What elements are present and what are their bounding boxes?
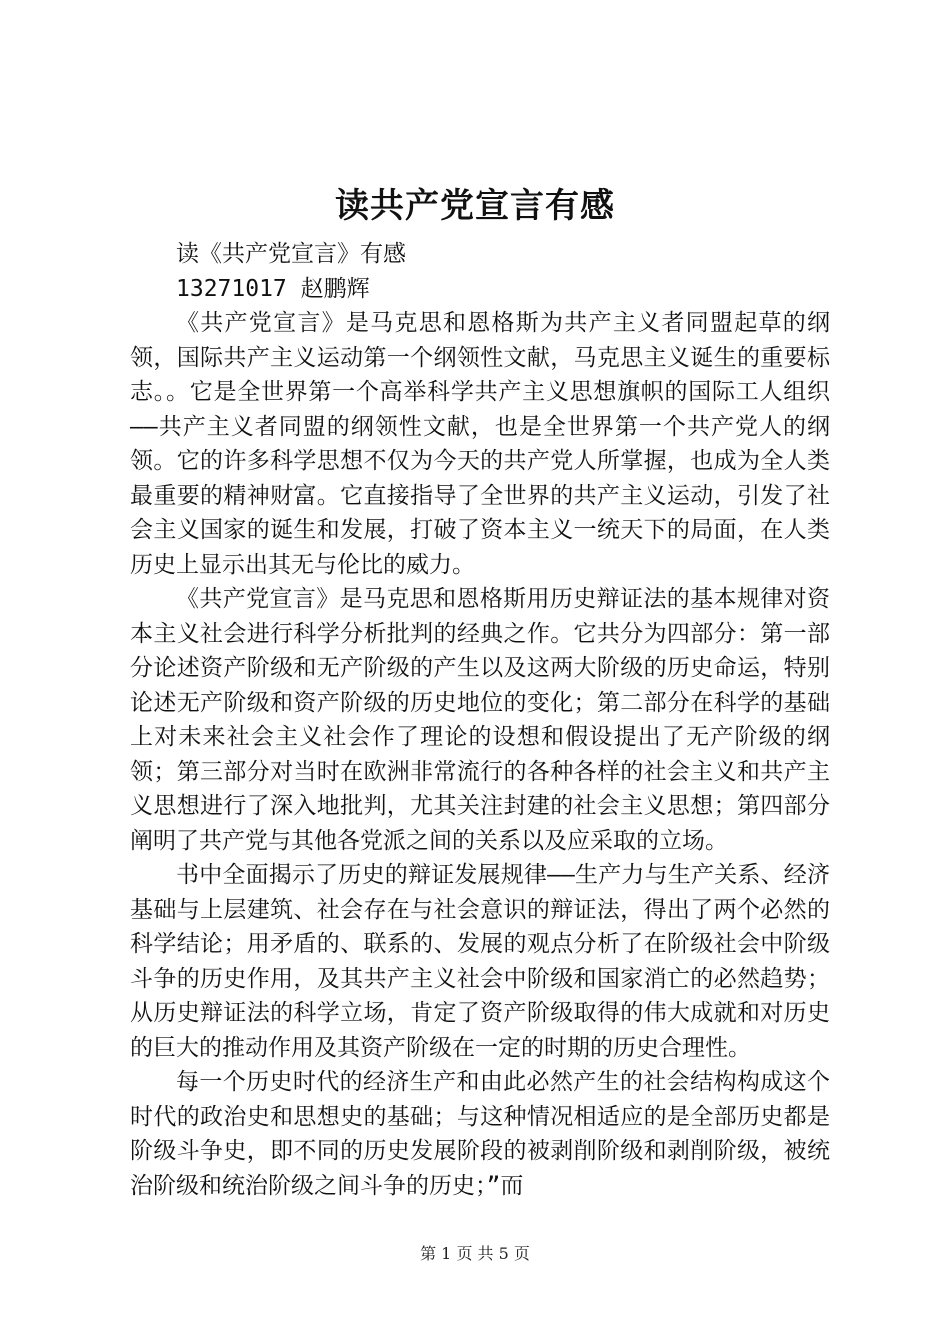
document-title: 读共产党宣言有感 xyxy=(335,186,615,226)
paragraph-2: 《共产党宣言》是马克思和恩格斯用历史辩证法的基本规律对资本主义社会进行科学分析批判的经典之作。它共分为四部分：第一部分论述资产阶级和无产阶级的产生以及这两大阶级的历史命运，特别论述无产阶级和资产阶级的历史地位的变化；第二部分在科学的基础上对未来社会主义社会作了理论的设想和假设提出了无产阶级的纲领；第三部分对当时在欧洲非常流行的各种各样的社会主义和共产主义思想进行了深入地批判，尤其关注封建的社会主义思想；第四部分阐明了共产党与其他各党派之间的关系以及应采取的立场。 xyxy=(130,586,830,854)
paragraph-4: 每一个历史时代的经济生产和由此必然产生的社会结构构成这个时代的政治史和思想史的基础；与这种情况相适应的是全部历史都是阶级斗争史，即不同的历史发展阶段的被剥削阶级和剥削阶级，被统治阶级和统治阶级之间斗争的历史；”而 xyxy=(130,1069,830,1199)
paragraph-3: 书中全面揭示了历史的辩证发展规律——生产力与生产关系、经济基础与上层建筑、社会存在与社会意识的辩证法，得出了两个必然的科学结论；用矛盾的、联系的、发展的观点分析了在阶级社会中阶级斗争的历史作用，及其共产主义社会中阶级和国家消亡的必然趋势；从历史辩证法的科学立场，肯定了资产阶级取得的伟大成就和对历史的巨大的推动作用及其资产阶级在一定的时期的历史合理性。 xyxy=(130,862,830,1061)
author-line: 13271017 赵鹏辉 xyxy=(176,275,370,302)
document-body xyxy=(130,237,830,1203)
page-footer: 第 1 页 共 5 页 xyxy=(420,1244,530,1263)
paragraph-1: 《共产党宣言》是马克思和恩格斯为共产主义者同盟起草的纲领，国际共产主义运动第一个纲领性文献，马克思主义诞生的重要标志。。它是全世界第一个高举科学共产主义思想旗帜的国际工人组织——共产主义者同盟的纲领性文献，也是全世界第一个共产党人的纲领。它的许多科学思想不仅为今天的共产党人所掌握，也成为全人类最重要的精神财富。它直接指导了全世界的共产主义运动，引发了社会主义国家的诞生和发展，打破了资本主义一统天下的局面，在人类历史上显示出其无与伦比的威力。 xyxy=(130,310,830,578)
document-subtitle: 读《共产党宣言》有感 xyxy=(176,241,406,267)
